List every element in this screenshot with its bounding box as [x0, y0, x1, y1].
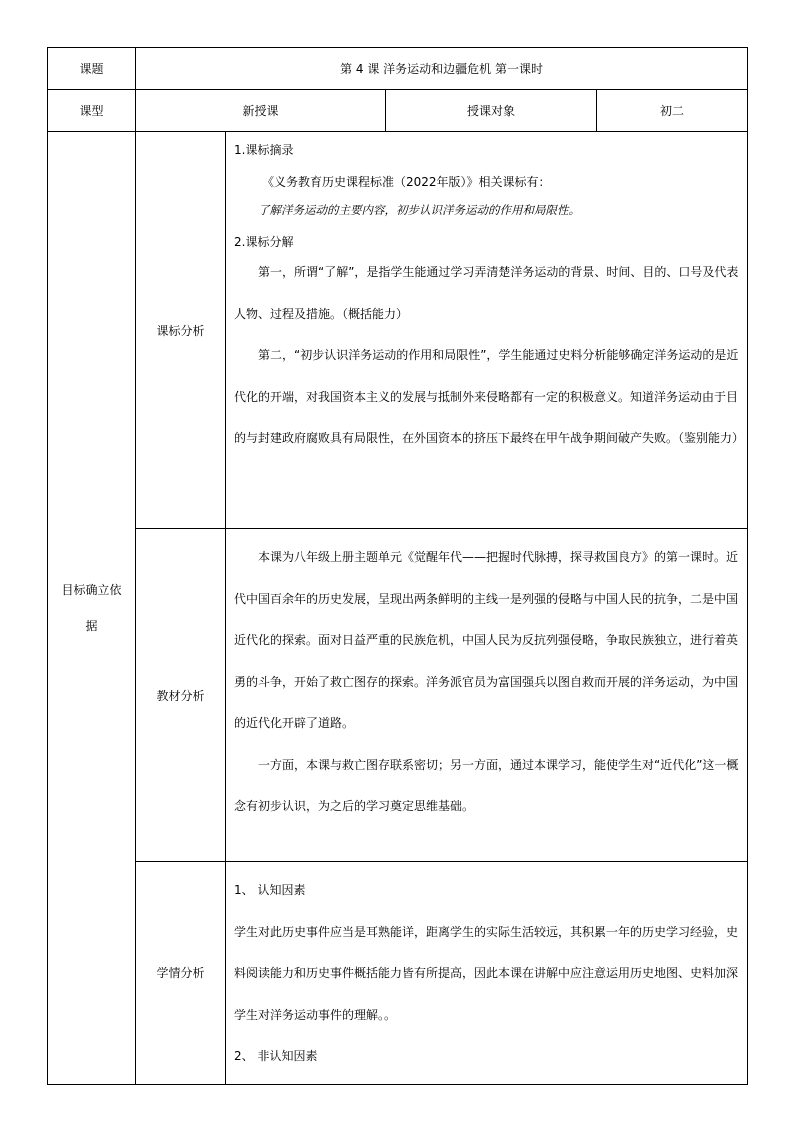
standard-reference: 《义务教育历史课程标准（2022年版）》相关课标有：	[262, 175, 551, 189]
learner-heading-2: 2、 非认知因素	[234, 1049, 318, 1063]
standard-content	[226, 132, 748, 529]
standard-quote: 了解洋务运动的主要内容，初步认识洋务运动的作用和局限性。	[258, 203, 580, 217]
basis-label-cell	[48, 132, 136, 1085]
learner-heading-1: 1、 认知因素	[234, 883, 306, 897]
type-row	[48, 90, 748, 132]
lesson-title: 第 4 课 洋务运动和边疆危机 第一课时	[136, 48, 748, 90]
standard-point-1: 第一，所谓“了解”，是指学生能通过学习弄清楚洋务运动的背景、时间、目的、口号及代表人物、过程及措施。（概括能力）	[234, 265, 739, 321]
textbook-paragraph-1: 本课为八年级上册主题单元《觉醒年代——把握时代脉搏，探寻救国良方》的第一课时。近代中国百余年的历史发展，呈现出两条鲜明的主线一是列强的侵略与中国人民的抗争，二是中国近代化的探索。面对日益严重的民族危机，中国人民为反抗列强侵略，争取民族独立，进行着英勇的斗争，开始了救亡图存的探索。洋务派官员为富国强兵以图自救而开展的洋务运动，为中国的近代化开辟了道路。	[234, 550, 739, 730]
textbook-content	[226, 529, 748, 862]
textbook-paragraph-2: 一方面，本课与救亡图存联系密切；另一方面，通过本课学习，能使学生对“近代化”这一概念有初步认识，为之后的学习奠定思维基础。	[234, 757, 739, 813]
learner-row	[48, 862, 748, 1085]
type-value: 新授课	[136, 90, 386, 132]
lesson-plan-table	[47, 47, 748, 1085]
title-label: 课题	[48, 48, 136, 90]
audience-label: 授课对象	[386, 90, 597, 132]
standard-row	[48, 132, 748, 529]
title-row	[48, 48, 748, 90]
standard-heading-2: 2.课标分解	[234, 235, 294, 249]
standard-heading-1: 1.课标摘录	[234, 143, 294, 157]
learner-content	[226, 862, 748, 1085]
audience-value: 初二	[597, 90, 748, 132]
learner-label: 学情分析	[136, 862, 226, 1085]
standard-label: 课标分析	[136, 132, 226, 529]
type-label: 课型	[48, 90, 136, 132]
textbook-row	[48, 529, 748, 862]
standard-point-2: 第二，“初步认识洋务运动的作用和局限性”，学生能通过史料分析能够确定洋务运动的是近代化的开端，对我国资本主义的发展与抵制外来侵略都有一定的积极意义。知道洋务运动由于目的与封建政府腐败具有局限性，在外国资本的挤压下最终在甲午战争期间破产失败。（鉴别能力）	[234, 348, 745, 445]
learner-paragraph: 学生对此历史事件应当是耳熟能详，距离学生的实际生活较远，其积累一年的历史学习经验，史料阅读能力和历史事件概括能力皆有所提高，因此本课在讲解中应注意运用历史地图、史料加深学生对洋务运动事件的理解。。	[234, 924, 739, 1022]
textbook-label: 教材分析	[136, 529, 226, 862]
basis-label: 目标确立依据	[61, 582, 122, 633]
